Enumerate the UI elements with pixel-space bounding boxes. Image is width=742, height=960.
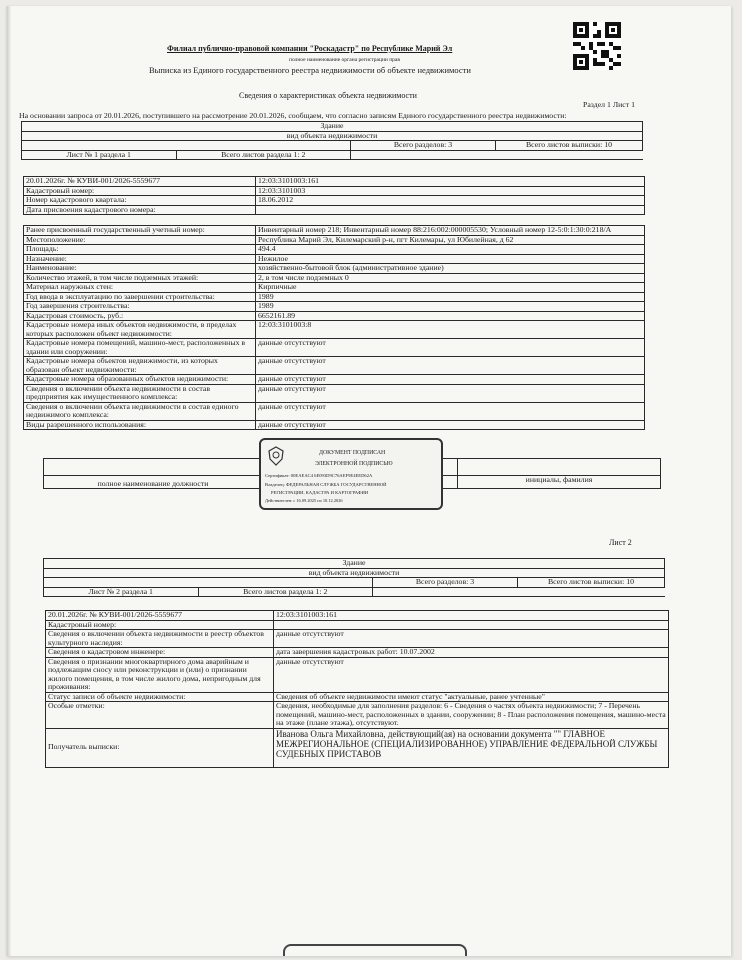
stamp-certificate: Сертификат: 00EAEAC4 6E093D9C76AEF9E4EED62A — [265, 473, 373, 478]
sheets-in-section: Всего листов раздела 1: 2 — [198, 587, 373, 597]
document-title: Выписка из Единого государственного реестра недвижимости об объекте недвижимости — [149, 65, 471, 75]
row-label: Площадь: — [24, 245, 256, 255]
qr-code-icon — [573, 22, 621, 70]
row-value: Кирпичные — [256, 283, 645, 293]
row-label: Кадастровый номер: — [24, 186, 256, 196]
row-value: данные отсутствуют — [256, 357, 645, 375]
row-label: 20.01.2026г. № КУВИ-001/2026-5559677 — [24, 177, 256, 187]
request-intro: На основании запроса от 20.01.2026, поступившего на рассмотрение 20.01.2026, сообщаем, что согласно записям Единого государственного реестра недвижимости: — [19, 111, 567, 120]
row-label: Кадастровый номер: — [46, 620, 274, 630]
row-label: 20.01.2026г. № КУВИ-001/2026-5559677 — [46, 611, 274, 621]
sections-total: Всего разделов: 3 — [373, 578, 518, 588]
sheets-total: Всего листов выписки: 10 — [496, 141, 643, 151]
row-label: Назначение: — [24, 254, 256, 264]
row-label: Ранее присвоенный государственный учетный номер: — [24, 226, 256, 236]
row-label: Сведения о включении объекта недвижимости в реестр объектов культурного наследия: — [46, 630, 274, 648]
sheets-total: Всего листов выписки: 10 — [518, 578, 665, 588]
table-row — [46, 728, 669, 767]
row-label: Количество этажей, в том числе подземных этажей: — [24, 273, 256, 283]
row-value: данные отсутствуют — [256, 375, 645, 385]
org-sub-caption: полное наименование органа регистрации прав — [289, 57, 400, 63]
section-sheet-label: Раздел 1 Лист 1 — [583, 100, 636, 109]
page1-properties-table — [23, 176, 645, 430]
table-row — [24, 177, 645, 187]
row-value: 6652161.89 — [256, 311, 645, 321]
object-type: Здание — [44, 559, 665, 569]
row-value: Иванова Ольга Михайловна, действующий(ая) на основании документа "" ГЛАВНОЕ МЕЖРЕГИОНАЛЬНОЕ (СПЕЦИАЛИЗИРОВАННОЕ) УПРАВЛЕНИЕ ФЕДЕРАЛЬНОЙ СЛУЖБЫ СУДЕБНЫХ ПРИСТАВОВ — [274, 728, 669, 767]
row-label: Кадастровые номера образованных объектов недвижимости: — [24, 375, 256, 385]
signature-name-label: инициалы, фамилия — [458, 476, 661, 489]
page2-properties-table — [45, 610, 669, 768]
row-label: Номер кадастрового квартала: — [24, 196, 256, 206]
row-label: Местоположение: — [24, 235, 256, 245]
table-row — [24, 375, 645, 385]
object-type-label: вид объекта недвижимости — [44, 568, 665, 578]
row-label: Сведения о признании многоквартирного дома аварийным и подлежащим сносу или реконструкции и (или) о признании жилого помещения, в том числе жилого дома, непригодным для проживания: — [46, 657, 274, 692]
row-value: 494.4 — [256, 245, 645, 255]
table-row — [24, 357, 645, 375]
row-value: 2, в том числе подземных 0 — [256, 273, 645, 283]
table-row — [24, 402, 645, 420]
row-value: данные отсутствуют — [256, 402, 645, 420]
row-value: 12:03:3101003:161 — [274, 611, 669, 621]
row-label: Сведения о кадастровом инженере: — [46, 648, 274, 658]
table-row — [24, 339, 645, 357]
table-row — [24, 215, 645, 226]
row-value: данные отсутствуют — [256, 384, 645, 402]
row-value: 18.06.2012 — [256, 196, 645, 206]
row-value: данные отсутствуют — [256, 420, 645, 430]
row-value: данные отсутствуют — [274, 657, 669, 692]
row-value: Республика Марий Эл, Килемарский р-н, пгт Килемары, ул Юбилейная, д 62 — [256, 235, 645, 245]
row-label: Кадастровая стоимость, руб.: — [24, 311, 256, 321]
sheets-in-section: Всего листов раздела 1: 2 — [176, 150, 351, 160]
row-value: 12:03:3101003:161 — [256, 177, 645, 187]
sections-total: Всего разделов: 3 — [351, 141, 496, 151]
row-value: Сведения об объекте недвижимости имеют статус "актуальные, ранее учтенные" — [274, 692, 669, 702]
table-row — [24, 302, 645, 312]
row-value: Сведения, необходимые для заполнения разделов: 6 - Сведения о частях объекта недвижимости; 7 - Перечень помещений, машино-мест, расположенных в здании, сооружении; 8 - План расположения помещения, машино-места на этаже (плане этажа), отсутствуют. — [274, 702, 669, 729]
row-value: Инвентарный номер 218; Инвентарный номер 88:216:002:000005530; Условный номер 12-5:0:1:30:0:218/А — [256, 226, 645, 236]
stamp-validity: Действителен: с 16.09.2025 по 10.12.2026 — [265, 498, 343, 503]
page1-header-table — [21, 121, 643, 160]
sheet-number: Лист № 1 раздела 1 — [22, 150, 177, 160]
table-row — [46, 611, 669, 621]
row-value: дата завершения кадастровых работ: 10.07.2002 — [274, 648, 669, 658]
emblem-icon — [267, 446, 285, 471]
stamp-owner: Владелец: ФЕДЕРАЛЬНАЯ СЛУЖБА ГОСУДАРСТВЕННОЙ — [265, 482, 387, 487]
electronic-signature-stamp — [259, 438, 443, 510]
row-label: Сведения о включении объекта недвижимости в состав единого недвижимого комплекса: — [24, 402, 256, 420]
table-row — [24, 420, 645, 430]
bottom-stamp-edge — [283, 944, 467, 956]
table-row — [24, 245, 645, 255]
row-value: 12:03:3101003 — [256, 186, 645, 196]
sheet-number: Лист № 2 раздела 1 — [44, 587, 199, 597]
stamp-owner-line2: РЕГИСТРАЦИИ, КАДАСТРА И КАРТОГРАФИИ — [271, 490, 369, 495]
row-label: Особые отметки: — [46, 702, 274, 729]
row-value: данные отсутствуют — [274, 630, 669, 648]
row-value: 1989 — [256, 292, 645, 302]
section-title: Сведения о характеристиках объекта недвижимости — [239, 91, 417, 100]
table-row — [24, 273, 645, 283]
row-label: Кадастровые номера иных объектов недвижимости, в пределах которых расположен объект недвижимости: — [24, 321, 256, 339]
sheet-2-label: Лист 2 — [609, 538, 632, 547]
stamp-subtitle: ЭЛЕКТРОННОЙ ПОДПИСЬЮ — [315, 461, 393, 467]
row-label: Материал наружных стен: — [24, 283, 256, 293]
table-row — [24, 283, 645, 293]
row-label: Виды разрешенного использования: — [24, 420, 256, 430]
row-label: Получатель выписки: — [46, 728, 274, 767]
table-row — [24, 226, 645, 236]
row-label: Дата присвоения кадастрового номера: — [24, 205, 256, 215]
table-row — [46, 702, 669, 729]
row-value: хозяйственно-бытовой блок (административное здание) — [256, 264, 645, 274]
object-type-label: вид объекта недвижимости — [22, 131, 643, 141]
table-row — [24, 235, 645, 245]
org-name: Филиал публично-правовой компании "Роскадастр" по Республике Марий Эл — [167, 44, 453, 53]
row-value — [256, 205, 645, 215]
row-label: Год завершения строительства: — [24, 302, 256, 312]
page2-header-table — [43, 558, 665, 597]
signature-position-label: полное наименование должности — [44, 476, 263, 489]
row-label: Сведения о включении объекта недвижимости в состав предприятия как имущественного комплекса: — [24, 384, 256, 402]
row-label: Кадастровые номера объектов недвижимости, из которых образован объект недвижимости: — [24, 357, 256, 375]
row-label: Кадастровые номера помещений, машино-мест, расположенных в здании или сооружении: — [24, 339, 256, 357]
row-value: Нежилое — [256, 254, 645, 264]
row-label: Год ввода в эксплуатацию по завершении строительства: — [24, 292, 256, 302]
table-row — [24, 264, 645, 274]
row-value: 1989 — [256, 302, 645, 312]
stamp-title: ДОКУМЕНТ ПОДПИСАН — [319, 450, 386, 456]
table-row — [46, 630, 669, 648]
page-fold-shadow — [7, 6, 11, 956]
row-value: 12:03:3101003:8 — [256, 321, 645, 339]
object-type: Здание — [22, 122, 643, 132]
document-page — [6, 6, 731, 956]
table-row — [24, 321, 645, 339]
row-label: Статус записи об объекте недвижимости: — [46, 692, 274, 702]
table-row — [46, 648, 669, 658]
table-row — [46, 657, 669, 692]
table-row — [24, 384, 645, 402]
table-row — [24, 205, 645, 215]
row-value: данные отсутствуют — [256, 339, 645, 357]
table-row — [24, 196, 645, 206]
row-label: Наименование: — [24, 264, 256, 274]
